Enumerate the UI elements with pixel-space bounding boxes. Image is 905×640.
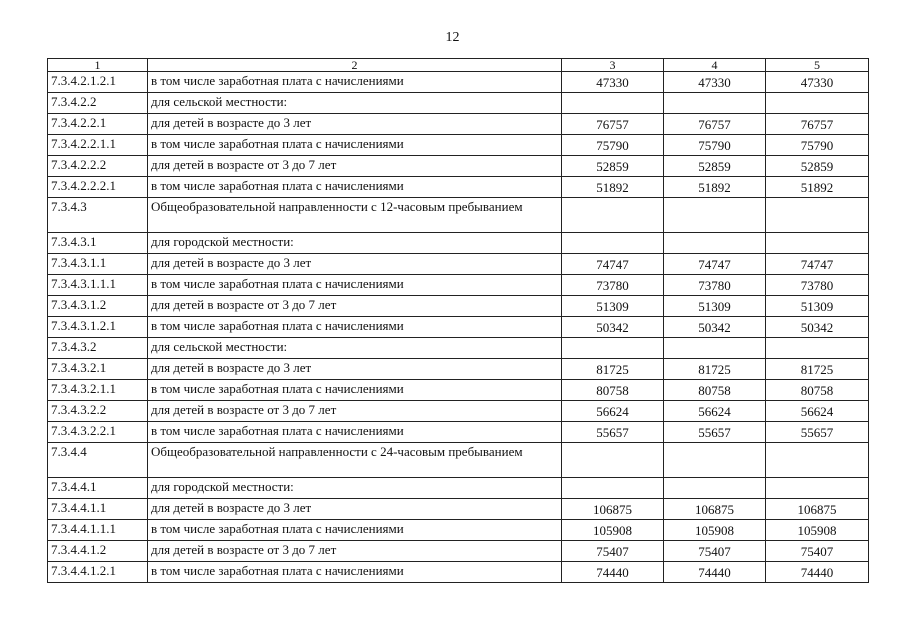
row-label-cell: Общеобразовательной направленности с 24-часовым пребыванием bbox=[148, 443, 562, 478]
value-col3-cell bbox=[562, 338, 664, 359]
row-code-cell: 7.3.4.4.1.2 bbox=[48, 541, 148, 562]
row-code-cell: 7.3.4.3.2.2 bbox=[48, 401, 148, 422]
value-col4-cell: 74440 bbox=[664, 562, 766, 583]
table-row bbox=[48, 338, 869, 359]
table-row bbox=[48, 156, 869, 177]
page-number: 12 bbox=[445, 30, 460, 45]
table-row bbox=[48, 380, 869, 401]
row-code-cell: 7.3.4.4.1 bbox=[48, 478, 148, 499]
value-col5-cell: 76757 bbox=[766, 114, 869, 135]
value-col4-cell: 75407 bbox=[664, 541, 766, 562]
value-col5-cell: 81725 bbox=[766, 359, 869, 380]
value-col4-cell: 74747 bbox=[664, 254, 766, 275]
row-code-cell: 7.3.4.2.2.2.1 bbox=[48, 177, 148, 198]
row-label-cell: для городской местности: bbox=[148, 233, 562, 254]
value-col5-cell: 106875 bbox=[766, 499, 869, 520]
value-col3-cell: 80758 bbox=[562, 380, 664, 401]
row-label-cell: в том числе заработная плата с начислениями bbox=[148, 275, 562, 296]
table-row bbox=[48, 359, 869, 380]
value-col5-cell: 50342 bbox=[766, 317, 869, 338]
row-label-cell: в том числе заработная плата с начислениями bbox=[148, 317, 562, 338]
value-col3-cell: 50342 bbox=[562, 317, 664, 338]
value-col3-cell bbox=[562, 198, 664, 233]
value-col5-cell bbox=[766, 93, 869, 114]
value-col5-cell bbox=[766, 198, 869, 233]
value-col3-cell: 51309 bbox=[562, 296, 664, 317]
value-col4-cell: 73780 bbox=[664, 275, 766, 296]
value-col3-cell: 74440 bbox=[562, 562, 664, 583]
value-col5-cell: 74747 bbox=[766, 254, 869, 275]
row-code-cell: 7.3.4.2.1.2.1 bbox=[48, 72, 148, 93]
value-col3-cell: 106875 bbox=[562, 499, 664, 520]
table-row bbox=[48, 422, 869, 443]
column-header: 2 bbox=[148, 59, 562, 72]
value-col4-cell bbox=[664, 198, 766, 233]
value-col5-cell: 105908 bbox=[766, 520, 869, 541]
row-label-cell: для детей в возрасте до 3 лет bbox=[148, 254, 562, 275]
table-row bbox=[48, 275, 869, 296]
row-label-cell: в том числе заработная плата с начислениями bbox=[148, 380, 562, 401]
row-code-cell: 7.3.4.2.2.1 bbox=[48, 114, 148, 135]
value-col4-cell: 105908 bbox=[664, 520, 766, 541]
row-label-cell: для детей в возрасте от 3 до 7 лет bbox=[148, 401, 562, 422]
value-col4-cell bbox=[664, 93, 766, 114]
row-label-cell: в том числе заработная плата с начислениями bbox=[148, 135, 562, 156]
table-row bbox=[48, 520, 869, 541]
row-code-cell: 7.3.4.4.1.1 bbox=[48, 499, 148, 520]
row-code-cell: 7.3.4.3.1.2 bbox=[48, 296, 148, 317]
value-col4-cell bbox=[664, 233, 766, 254]
row-label-cell: в том числе заработная плата с начислениями bbox=[148, 562, 562, 583]
table-row bbox=[48, 198, 869, 233]
row-label-cell: Общеобразовательной направленности с 12-часовым пребыванием bbox=[148, 198, 562, 233]
row-label-cell: для детей в возрасте от 3 до 7 лет bbox=[148, 296, 562, 317]
row-label-cell: для сельской местности: bbox=[148, 338, 562, 359]
table-row bbox=[48, 443, 869, 478]
row-label-cell: для детей в возрасте до 3 лет bbox=[148, 114, 562, 135]
row-code-cell: 7.3.4.2.2 bbox=[48, 93, 148, 114]
row-label-cell: в том числе заработная плата с начислениями bbox=[148, 177, 562, 198]
row-code-cell: 7.3.4.3.1.2.1 bbox=[48, 317, 148, 338]
row-label-cell: для детей в возрасте от 3 до 7 лет bbox=[148, 156, 562, 177]
value-col3-cell: 105908 bbox=[562, 520, 664, 541]
row-code-cell: 7.3.4.3.1.1.1 bbox=[48, 275, 148, 296]
table-row bbox=[48, 177, 869, 198]
value-col5-cell: 56624 bbox=[766, 401, 869, 422]
column-header: 3 bbox=[562, 59, 664, 72]
value-col4-cell: 75790 bbox=[664, 135, 766, 156]
value-col3-cell: 75407 bbox=[562, 541, 664, 562]
row-code-cell: 7.3.4.4 bbox=[48, 443, 148, 478]
table-row bbox=[48, 114, 869, 135]
value-col3-cell: 55657 bbox=[562, 422, 664, 443]
table-row bbox=[48, 499, 869, 520]
row-code-cell: 7.3.4.4.1.1.1 bbox=[48, 520, 148, 541]
table-row bbox=[48, 135, 869, 156]
value-col5-cell bbox=[766, 478, 869, 499]
value-col5-cell: 51309 bbox=[766, 296, 869, 317]
value-col3-cell: 74747 bbox=[562, 254, 664, 275]
row-code-cell: 7.3.4.3.2.2.1 bbox=[48, 422, 148, 443]
value-col5-cell: 47330 bbox=[766, 72, 869, 93]
value-col5-cell bbox=[766, 443, 869, 478]
table-row bbox=[48, 72, 869, 93]
value-col3-cell bbox=[562, 443, 664, 478]
value-col4-cell: 80758 bbox=[664, 380, 766, 401]
value-col5-cell: 74440 bbox=[766, 562, 869, 583]
value-col3-cell bbox=[562, 478, 664, 499]
value-col3-cell: 75790 bbox=[562, 135, 664, 156]
value-col3-cell bbox=[562, 233, 664, 254]
value-col4-cell: 55657 bbox=[664, 422, 766, 443]
column-header: 4 bbox=[664, 59, 766, 72]
value-col5-cell: 55657 bbox=[766, 422, 869, 443]
row-label-cell: для сельской местности: bbox=[148, 93, 562, 114]
value-col3-cell: 73780 bbox=[562, 275, 664, 296]
row-label-cell: для детей в возрасте от 3 до 7 лет bbox=[148, 541, 562, 562]
row-code-cell: 7.3.4.3.1.1 bbox=[48, 254, 148, 275]
data-table bbox=[47, 58, 869, 583]
value-col3-cell: 51892 bbox=[562, 177, 664, 198]
table-row bbox=[48, 233, 869, 254]
value-col4-cell bbox=[664, 443, 766, 478]
value-col4-cell: 56624 bbox=[664, 401, 766, 422]
value-col3-cell: 76757 bbox=[562, 114, 664, 135]
value-col5-cell: 75407 bbox=[766, 541, 869, 562]
table-header-row bbox=[48, 59, 869, 72]
value-col3-cell: 52859 bbox=[562, 156, 664, 177]
value-col4-cell: 51309 bbox=[664, 296, 766, 317]
column-header: 1 bbox=[48, 59, 148, 72]
row-code-cell: 7.3.4.3.2.1 bbox=[48, 359, 148, 380]
row-label-cell: для детей в возрасте до 3 лет bbox=[148, 359, 562, 380]
value-col5-cell: 52859 bbox=[766, 156, 869, 177]
table-row bbox=[48, 478, 869, 499]
row-label-cell: для детей в возрасте до 3 лет bbox=[148, 499, 562, 520]
value-col3-cell: 47330 bbox=[562, 72, 664, 93]
value-col4-cell: 52859 bbox=[664, 156, 766, 177]
value-col4-cell: 76757 bbox=[664, 114, 766, 135]
value-col4-cell: 81725 bbox=[664, 359, 766, 380]
value-col4-cell: 51892 bbox=[664, 177, 766, 198]
value-col5-cell: 51892 bbox=[766, 177, 869, 198]
value-col5-cell: 73780 bbox=[766, 275, 869, 296]
value-col5-cell bbox=[766, 338, 869, 359]
column-header: 5 bbox=[766, 59, 869, 72]
value-col5-cell bbox=[766, 233, 869, 254]
value-col4-cell: 50342 bbox=[664, 317, 766, 338]
table-row bbox=[48, 562, 869, 583]
row-label-cell: в том числе заработная плата с начислениями bbox=[148, 520, 562, 541]
value-col4-cell: 47330 bbox=[664, 72, 766, 93]
row-code-cell: 7.3.4.3.2 bbox=[48, 338, 148, 359]
row-code-cell: 7.3.4.2.2.1.1 bbox=[48, 135, 148, 156]
table-row bbox=[48, 93, 869, 114]
row-code-cell: 7.3.4.3 bbox=[48, 198, 148, 233]
value-col5-cell: 75790 bbox=[766, 135, 869, 156]
value-col3-cell: 56624 bbox=[562, 401, 664, 422]
table-row bbox=[48, 254, 869, 275]
row-code-cell: 7.3.4.4.1.2.1 bbox=[48, 562, 148, 583]
table-row bbox=[48, 401, 869, 422]
value-col5-cell: 80758 bbox=[766, 380, 869, 401]
row-code-cell: 7.3.4.3.1 bbox=[48, 233, 148, 254]
row-label-cell: в том числе заработная плата с начислениями bbox=[148, 72, 562, 93]
value-col3-cell bbox=[562, 93, 664, 114]
value-col4-cell bbox=[664, 338, 766, 359]
row-label-cell: для городской местности: bbox=[148, 478, 562, 499]
value-col3-cell: 81725 bbox=[562, 359, 664, 380]
table-row bbox=[48, 317, 869, 338]
table-row bbox=[48, 541, 869, 562]
value-col4-cell bbox=[664, 478, 766, 499]
row-label-cell: в том числе заработная плата с начислениями bbox=[148, 422, 562, 443]
row-code-cell: 7.3.4.3.2.1.1 bbox=[48, 380, 148, 401]
row-code-cell: 7.3.4.2.2.2 bbox=[48, 156, 148, 177]
table-row bbox=[48, 296, 869, 317]
value-col4-cell: 106875 bbox=[664, 499, 766, 520]
